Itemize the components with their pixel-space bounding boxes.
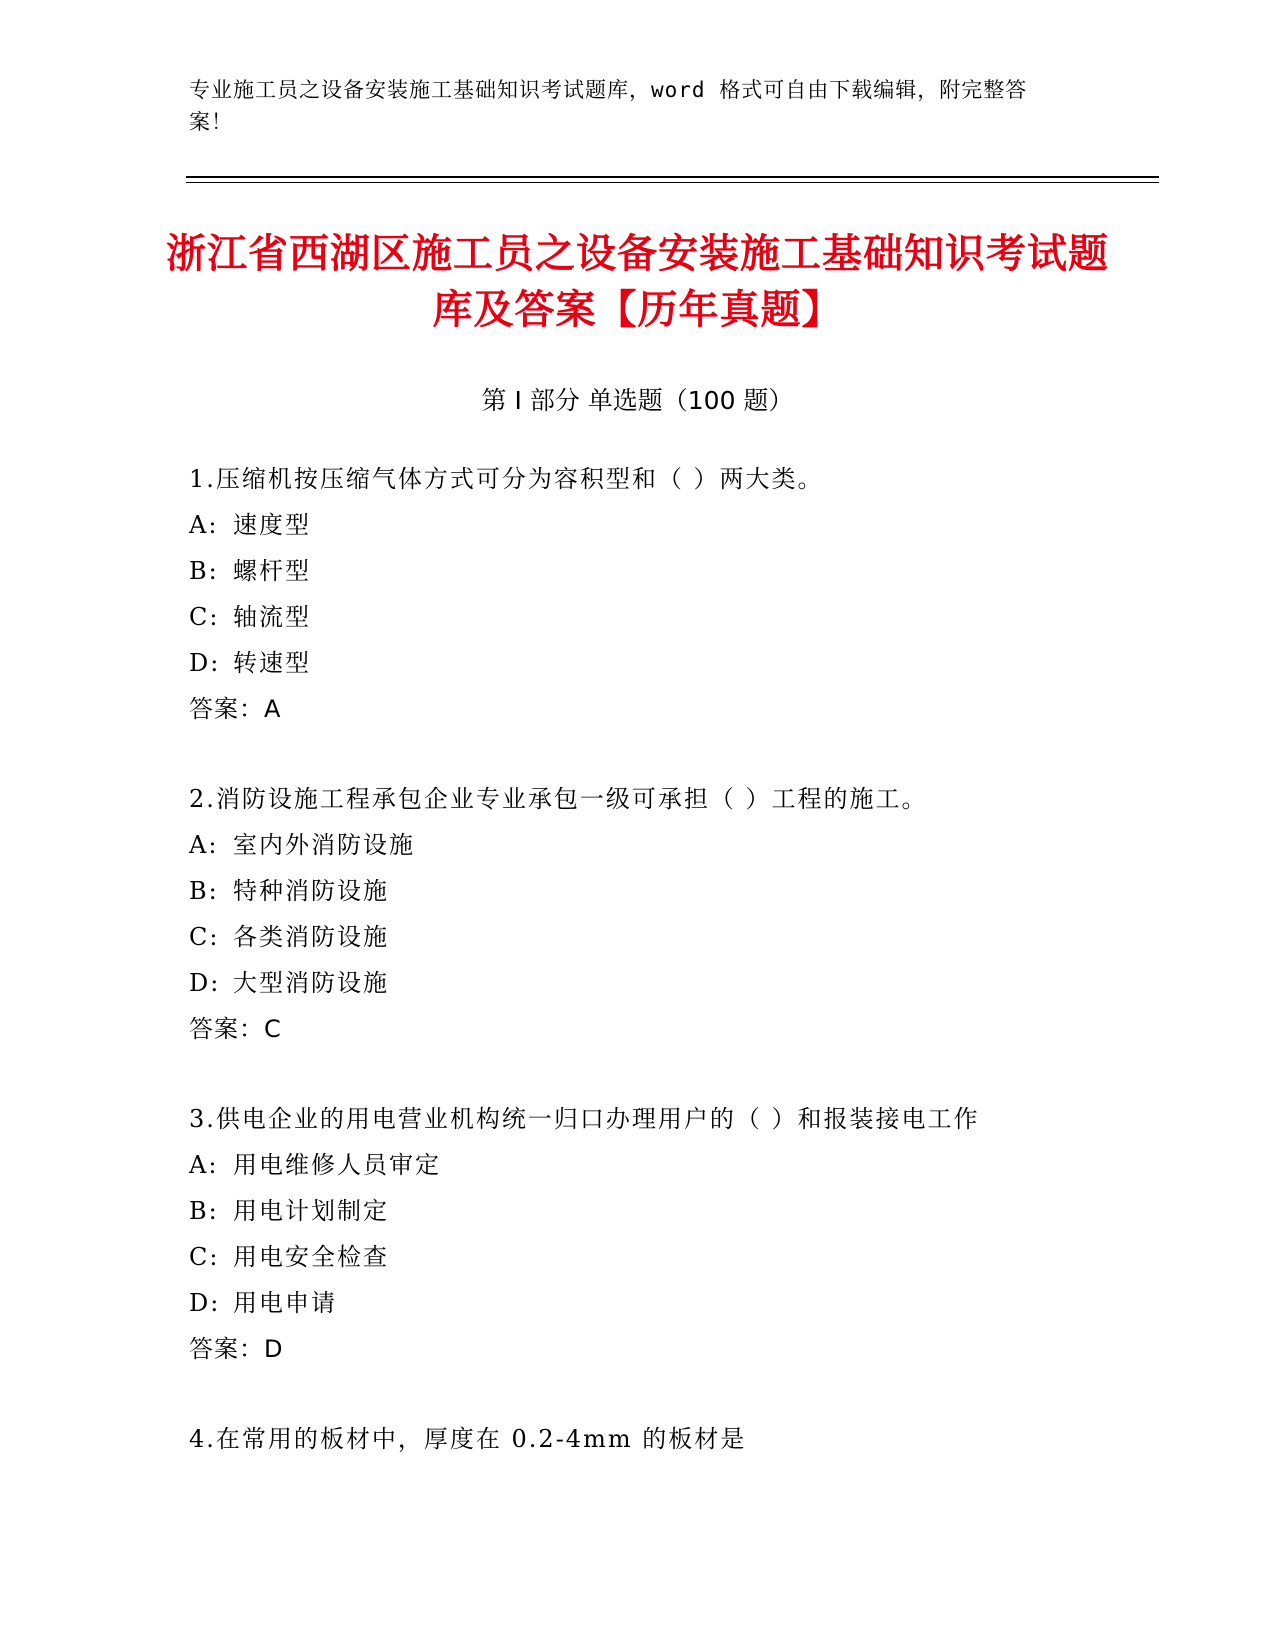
question-stem: 3.供电企业的用电营业机构统一归口办理用户的（ ）和报装接电工作 (189, 1105, 980, 1133)
answer-label: 答案： (189, 1015, 264, 1043)
question-stem: 2.消防设施工程承包企业专业承包一级可承担（ ）工程的施工。 (189, 785, 928, 813)
question-stem: 1.压缩机按压缩气体方式可分为容积型和（ ）两大类。 (189, 465, 824, 493)
question-4 (189, 1416, 1139, 1462)
option-letter: C: (189, 923, 220, 951)
option-text: 螺杆型 (233, 557, 311, 585)
question-3 (189, 1096, 1139, 1372)
header-divider-thin (186, 182, 1159, 183)
option-letter: B: (189, 877, 219, 905)
answer-value: D (264, 1335, 284, 1363)
header-note: 专业施工员之设备安装施工基础知识考试题库，word 格式可自由下载编辑，附完整答案！ (189, 78, 1028, 134)
option-letter: B: (189, 1197, 219, 1225)
option-text: 速度型 (233, 511, 311, 539)
option-letter: C: (189, 1243, 220, 1271)
answer-value: C (264, 1015, 282, 1043)
option-text: 转速型 (233, 649, 311, 677)
option-c (189, 914, 1139, 960)
header-divider-thick (186, 176, 1159, 178)
option-c (189, 1234, 1139, 1280)
section-heading: 第 I 部分 单选题（100 题） (481, 386, 794, 415)
option-d (189, 1280, 1139, 1326)
option-letter: C: (189, 603, 220, 631)
option-a (189, 822, 1139, 868)
option-a (189, 502, 1139, 548)
option-d (189, 960, 1139, 1006)
answer-line (189, 686, 1139, 732)
option-text: 用电安全检查 (233, 1243, 389, 1271)
option-letter: D: (189, 1289, 221, 1317)
option-b (189, 548, 1139, 594)
option-letter: A: (189, 511, 219, 539)
document-title: 浙江省西湖区施工员之设备安装施工基础知识考试题库及答案【历年真题】 (166, 231, 1109, 333)
option-letter: A: (189, 831, 219, 859)
option-b (189, 1188, 1139, 1234)
option-text: 各类消防设施 (233, 923, 389, 951)
option-d (189, 640, 1139, 686)
option-letter: A: (189, 1151, 219, 1179)
question-2 (189, 776, 1139, 1052)
option-b (189, 868, 1139, 914)
option-a (189, 1142, 1139, 1188)
option-text: 用电申请 (233, 1289, 337, 1317)
answer-label: 答案： (189, 1335, 264, 1363)
option-c (189, 594, 1139, 640)
option-text: 室内外消防设施 (233, 831, 415, 859)
question-1 (189, 456, 1139, 732)
option-text: 轴流型 (233, 603, 311, 631)
option-letter: D: (189, 969, 221, 997)
option-letter: D: (189, 649, 221, 677)
question-stem: 4.在常用的板材中，厚度在 0.2-4mm 的板材是 (189, 1425, 747, 1453)
answer-line (189, 1006, 1139, 1052)
option-text: 特种消防设施 (233, 877, 389, 905)
answer-value: A (264, 695, 282, 723)
answer-line (189, 1326, 1139, 1372)
option-text: 用电维修人员审定 (233, 1151, 441, 1179)
answer-label: 答案： (189, 695, 264, 723)
option-text: 用电计划制定 (233, 1197, 389, 1225)
option-text: 大型消防设施 (233, 969, 389, 997)
option-letter: B: (189, 557, 219, 585)
